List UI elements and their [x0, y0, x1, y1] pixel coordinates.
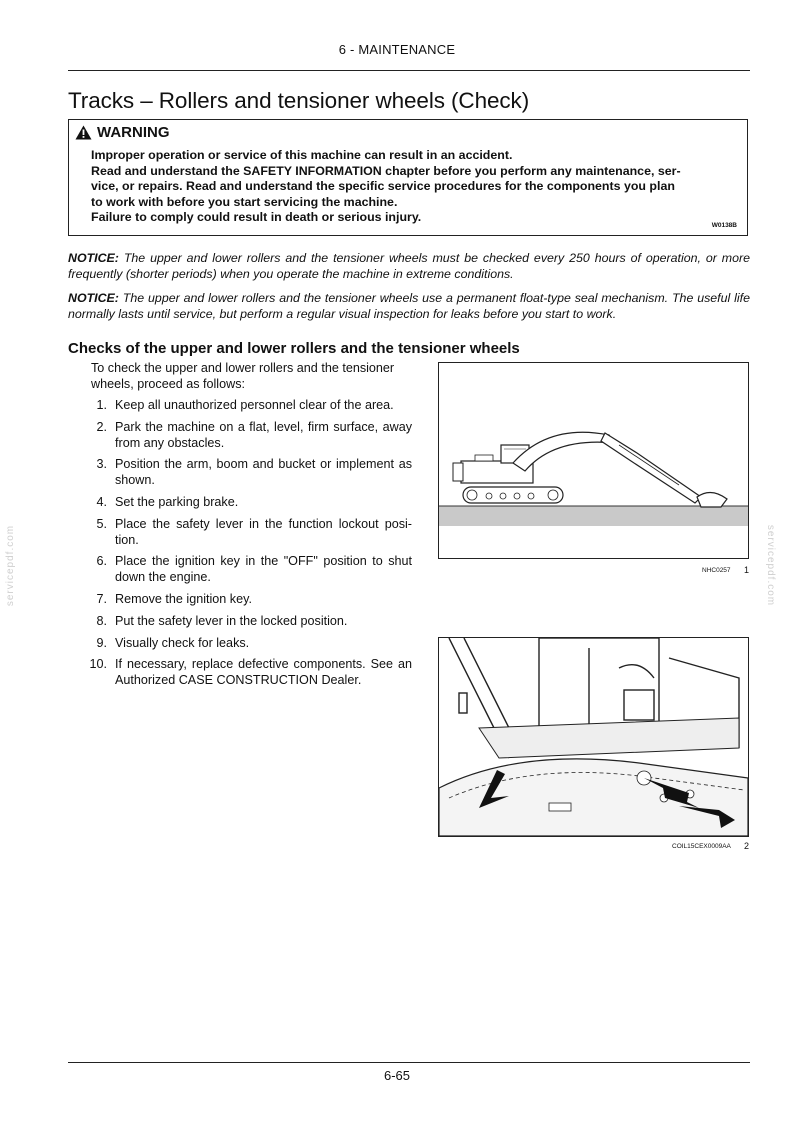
excavator-illustration: [439, 363, 748, 558]
notice-label: NOTICE:: [68, 251, 119, 265]
step-number: 2.: [96, 419, 107, 434]
step-item: [70, 517, 412, 549]
page-number: 6-65: [383, 1068, 411, 1083]
section-heading: Checks of the upper and lower rollers and the tensioner wheels: [68, 340, 520, 357]
watermark-left: servicepdf.com: [5, 524, 17, 607]
figure-excavator-side-view: [438, 362, 749, 559]
step-number: 1.: [96, 398, 107, 412]
step-number: 10.: [89, 657, 107, 672]
step-text: Set the parking brake.: [115, 494, 239, 509]
notice-text: The upper and lower rollers and the tensioner wheels use a permanent float-type seal mechanism. The useful life normally lasts until service, but perform a regular visual inspection for leaks before you start to work.: [68, 291, 750, 321]
warning-box: [68, 119, 748, 236]
step-number: 6.: [96, 554, 107, 569]
warning-line: vice, or repairs. Read and understand the specific service procedures for the components you plan: [91, 179, 675, 194]
step-item: [70, 657, 412, 689]
step-item: [70, 420, 412, 452]
step-item: [70, 495, 412, 511]
figure-track-rollers-closeup: [438, 637, 749, 837]
step-item: [70, 636, 412, 652]
step-text: Put the safety lever in the locked position.: [115, 613, 348, 628]
warning-line: Failure to comply could result in death or serious injury.: [91, 210, 422, 225]
warning-code: W0138B: [711, 222, 737, 229]
step-number: 8.: [96, 613, 107, 628]
warning-heading-text: WARNING: [97, 124, 170, 141]
step-number: 4.: [96, 494, 107, 509]
header-rule: [68, 70, 750, 71]
warning-line: Improper operation or service of this machine can result in an accident.: [91, 148, 513, 162]
figure-number: 2: [744, 841, 750, 851]
step-number: 3.: [96, 457, 107, 472]
warning-text: [91, 148, 731, 226]
step-item: [70, 614, 412, 630]
step-text: Park the machine on a flat, level, firm surface, away from any obstacles.: [115, 419, 412, 450]
notice-text: The upper and lower rollers and the tensioner wheels must be checked every 250 hours of operation, or more frequently (shorter periods) when you operate the machine in extreme conditions.: [68, 251, 750, 281]
notice-paragraph: [68, 251, 750, 283]
step-text: Keep all unauthorized personnel clear of the area.: [115, 398, 394, 412]
warning-line: Read and understand the SAFETY INFORMATION chapter before you perform any maintenance, ser-: [91, 163, 681, 178]
warning-line: to work with before you start servicing the machine.: [91, 194, 398, 209]
watermark-right: servicepdf.com: [765, 524, 777, 607]
footer-rule: [68, 1062, 750, 1063]
procedure-intro: To check the upper and lower rollers and the tensioner wheels, proceed as follows:: [91, 361, 395, 391]
step-text: Visually check for leaks.: [115, 635, 250, 650]
step-text: Position the arm, boom and bucket or implement as shown.: [115, 457, 412, 488]
notice-label: NOTICE:: [68, 291, 119, 305]
warning-triangle-icon: [75, 125, 92, 140]
track-rollers-illustration: [439, 638, 748, 836]
figure-code: COIL15CEX0009AA: [672, 843, 731, 850]
step-number: 9.: [96, 635, 107, 650]
step-number: 5.: [96, 516, 107, 531]
step-text: Place the ignition key in the "OFF" position to shut down the engine.: [115, 554, 412, 585]
step-text: Remove the ignition key.: [115, 591, 252, 606]
page-title: Tracks – Rollers and tensioner wheels (Check): [68, 88, 530, 113]
step-item: [70, 457, 412, 489]
step-text: If necessary, replace defective components. See an Authorized CASE CONSTRUCTION Dealer.: [115, 657, 412, 688]
warning-heading: [75, 124, 170, 141]
notice-paragraph: [68, 291, 750, 323]
running-header: 6 - MAINTENANCE: [338, 42, 456, 57]
figure-code: NHC0257: [702, 567, 731, 574]
step-item: [70, 592, 412, 608]
step-text: Place the safety lever in the function lockout posi- tion.: [115, 516, 412, 547]
step-item: [70, 554, 412, 586]
figure-number: 1: [744, 565, 750, 575]
step-number: 7.: [96, 591, 107, 606]
step-item: [70, 398, 412, 414]
procedure-steps: [70, 398, 412, 695]
